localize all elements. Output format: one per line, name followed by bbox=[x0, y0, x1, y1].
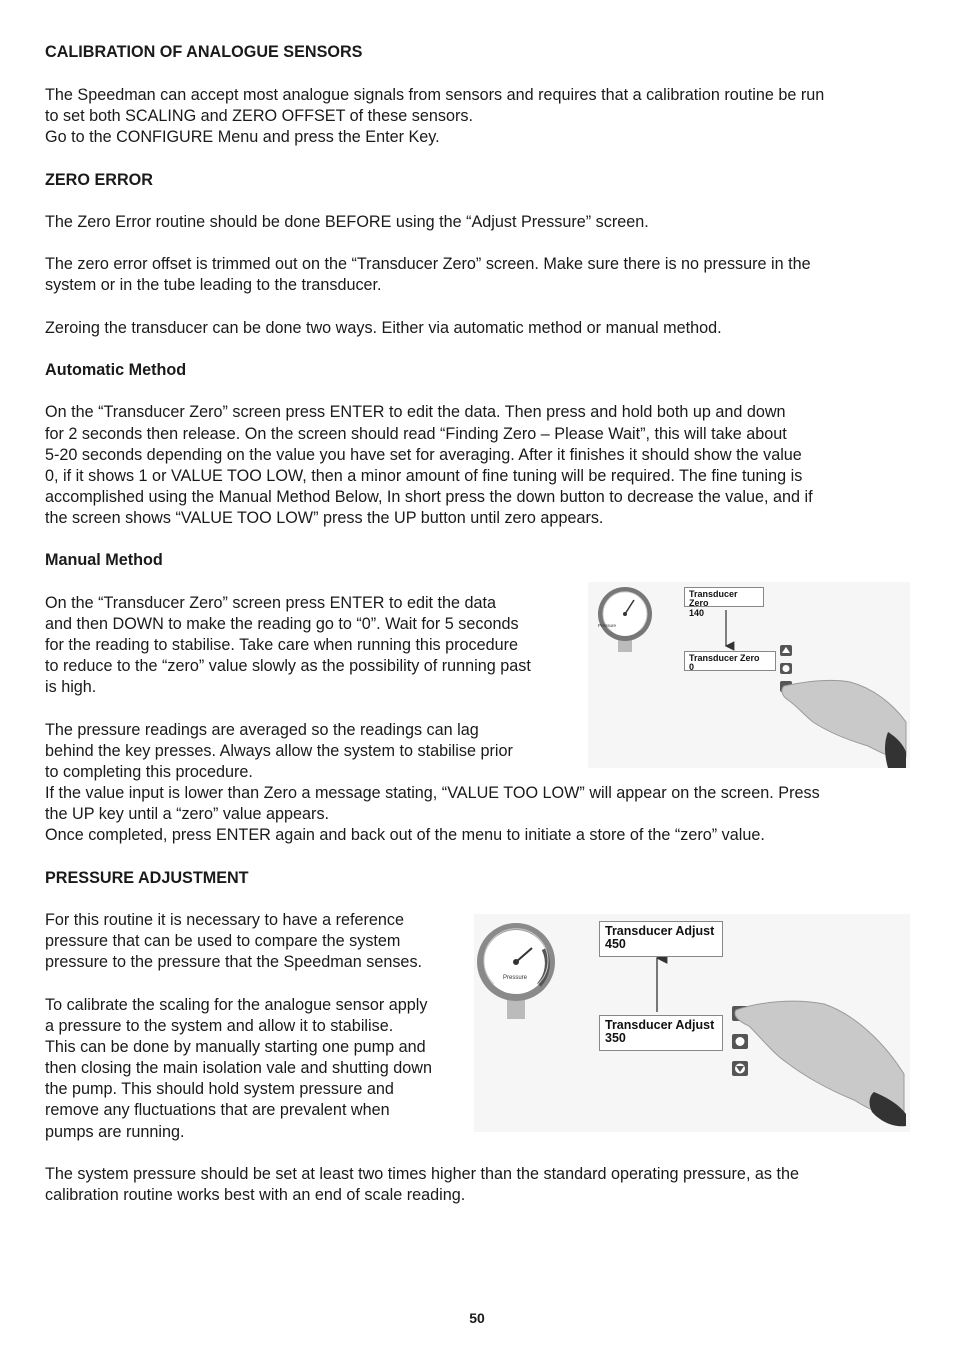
lcd-title: Transducer Zero bbox=[689, 653, 760, 663]
body-text: pressure that can be used to compare the system bbox=[45, 932, 401, 950]
body-text: to completing this procedure. bbox=[45, 763, 253, 781]
lcd-title: Transducer Adjust bbox=[605, 924, 715, 938]
body-text: The Zero Error routine should be done BEFORE using the “Adjust Pressure” screen. bbox=[45, 213, 649, 231]
body-text: For this routine it is necessary to have a reference bbox=[45, 911, 404, 929]
body-text: The zero error offset is trimmed out on the “Transducer Zero” screen. Make sure there is no pressure in the bbox=[45, 255, 811, 273]
transducer-adjust-figure bbox=[474, 914, 910, 1132]
subheading-manual-method: Manual Method bbox=[45, 551, 163, 569]
body-text: 0, if it shows 1 or VALUE TOO LOW, then a minor amount of fine tuning will be required. The fine tuning is bbox=[45, 467, 803, 485]
body-text: Go to the CONFIGURE Menu and press the Enter Key. bbox=[45, 128, 440, 146]
body-text: to set both SCALING and ZERO OFFSET of these sensors. bbox=[45, 107, 473, 125]
body-text: for the reading to stabilise. Take care when running this procedure bbox=[45, 636, 519, 654]
body-text: Once completed, press ENTER again and back out of the menu to initiate a store of the “zero” value. bbox=[45, 826, 765, 844]
body-text: The Speedman can accept most analogue signals from sensors and requires that a calibration routine be run bbox=[45, 86, 825, 104]
subheading-automatic-method: Automatic Method bbox=[45, 361, 187, 379]
body-text: a pressure to the system and allow it to stabilise. bbox=[45, 1017, 394, 1035]
body-text: pressure to the pressure that the Speedman senses. bbox=[45, 953, 423, 971]
body-text: the UP key until a “zero” value appears. bbox=[45, 805, 330, 823]
body-text: then closing the main isolation vale and shutting down bbox=[45, 1059, 432, 1077]
section-heading-pressure-adjustment: PRESSURE ADJUSTMENT bbox=[45, 869, 249, 887]
lcd-value: 450 bbox=[605, 937, 626, 952]
section-heading-calibration: CALIBRATION OF ANALOGUE SENSORS bbox=[45, 43, 363, 61]
lcd-screen-top bbox=[684, 587, 764, 618]
body-text: the pump. This should hold system pressure and bbox=[45, 1080, 394, 1098]
transducer-zero-figure bbox=[588, 582, 910, 768]
lcd-title: Transducer Adjust bbox=[605, 1018, 715, 1032]
lcd-screen-bottom bbox=[684, 651, 776, 671]
lcd-screen-top bbox=[599, 921, 723, 957]
body-text: system or in the tube leading to the transducer. bbox=[45, 276, 382, 294]
body-text: to reduce to the “zero” value slowly as the possibility of running past bbox=[45, 657, 531, 675]
page-number: 50 bbox=[469, 1310, 485, 1326]
body-text: This can be done by manually starting one pump and bbox=[45, 1038, 426, 1056]
body-text: is high. bbox=[45, 678, 97, 696]
lcd-title: Transducer Zero bbox=[689, 589, 738, 609]
gauge-stem bbox=[618, 640, 632, 652]
body-text: 5-20 seconds depending on the value you have set for averaging. After it finishes it should show the value bbox=[45, 446, 802, 464]
body-text: remove any fluctuations that are prevalent when bbox=[45, 1101, 390, 1119]
body-text: To calibrate the scaling for the analogue sensor apply bbox=[45, 996, 428, 1014]
body-text: and then DOWN to make the reading go to “0”. Wait for 5 seconds bbox=[45, 615, 519, 633]
body-text: for 2 seconds then release. On the screen should read “Finding Zero – Please Wait”, this will take about bbox=[45, 425, 787, 443]
body-text: calibration routine works best with an end of scale reading. bbox=[45, 1186, 466, 1204]
body-text: Zeroing the transducer can be done two ways. Either via automatic method or manual method. bbox=[45, 319, 722, 337]
body-text: pumps are running. bbox=[45, 1123, 185, 1141]
body-text: behind the key presses. Always allow the system to stabilise prior bbox=[45, 742, 513, 760]
lcd-value: 0 bbox=[689, 662, 695, 673]
gauge-label: Pressure bbox=[598, 623, 617, 628]
body-text: The system pressure should be set at least two times higher than the standard operating pressure, as the bbox=[45, 1165, 800, 1183]
gauge-label: Pressure bbox=[503, 975, 528, 981]
lcd-screen-bottom bbox=[599, 1015, 723, 1051]
body-text: The pressure readings are averaged so the readings can lag bbox=[45, 721, 479, 739]
body-text: the screen shows “VALUE TOO LOW” press the UP button until zero appears. bbox=[45, 509, 604, 527]
lcd-value: 350 bbox=[605, 1031, 626, 1046]
body-text: On the “Transducer Zero” screen press ENTER to edit the data. Then press and hold both up and down bbox=[45, 403, 786, 421]
lcd-value: 140 bbox=[689, 607, 705, 618]
body-text: accomplished using the Manual Method Below, In short press the down button to decrease the value, and if bbox=[45, 488, 813, 506]
section-heading-zero-error: ZERO ERROR bbox=[45, 171, 153, 189]
body-text: If the value input is lower than Zero a message stating, “VALUE TOO LOW” will appear on the screen. Press bbox=[45, 784, 820, 802]
body-text: On the “Transducer Zero” screen press ENTER to edit the data bbox=[45, 594, 497, 612]
